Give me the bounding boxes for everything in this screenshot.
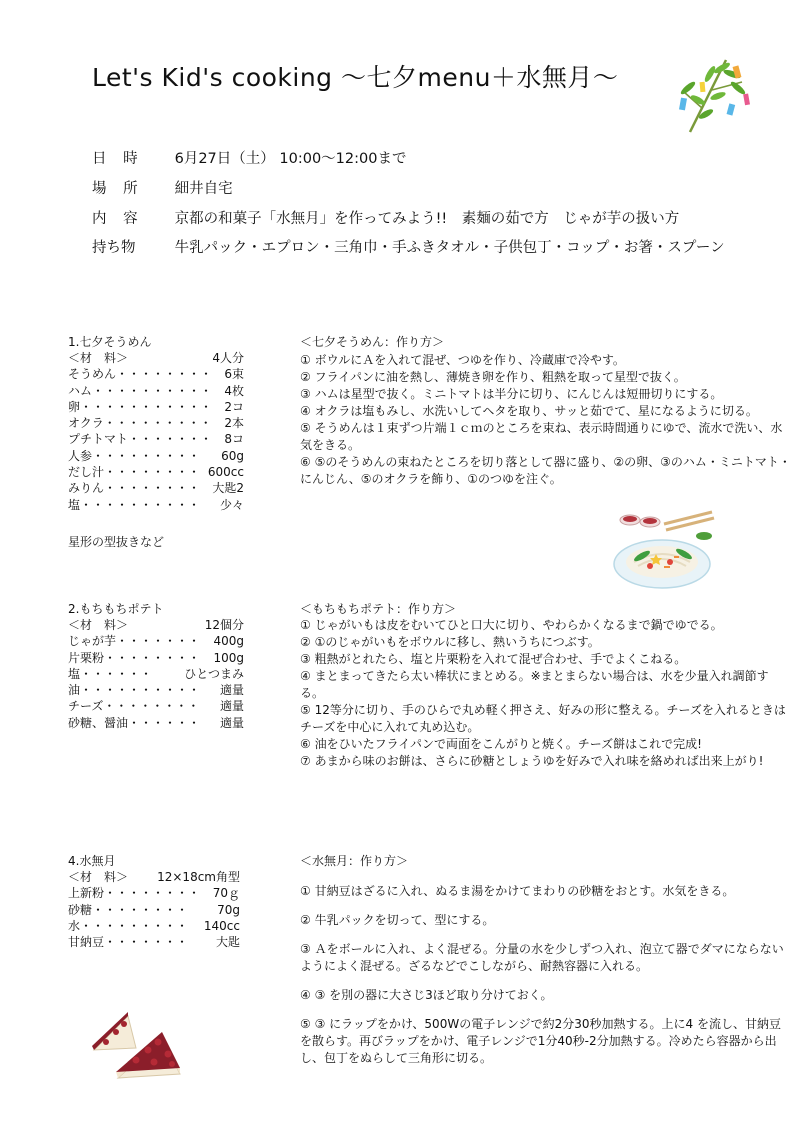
- step: ② ①のじゃがいもをボウルに移し、熱いうちにつぶす。: [300, 635, 600, 649]
- info-label: 日 時: [92, 151, 144, 167]
- step: ④ ③ を別の器に大さじ3ほど取り分けておく。: [300, 988, 553, 1002]
- step: ④ まとまってきたら太い棒状にまとめる。※まとまらない場合は、水を少量入れ調節する。: [300, 669, 769, 700]
- step: ① 甘納豆はざるに入れ、ぬるま湯をかけてまわりの砂糖をおとす。水気をきる。: [300, 884, 735, 898]
- steps-title-potato: ＜もちもちポテト：作り方＞: [300, 602, 457, 616]
- somen-dish-icon: [606, 506, 718, 592]
- step: ② フライパンに油を熱し、薄焼き卵を作り、粗熱を取って星型で抜く。: [300, 370, 686, 384]
- ingredient-row: プチトマト・・・・・・・ 8コ: [68, 432, 244, 447]
- info-value: 細井自宅: [174, 181, 233, 197]
- ingredient-row: ＜材 料＞ 4人分: [68, 351, 244, 365]
- section-title-minazuki: 4.水無月: [68, 854, 116, 868]
- section-title-somen: 1.七夕そうめん: [68, 335, 152, 349]
- ingredient-row: オクラ・・・・・・・・・ 2本: [68, 416, 244, 431]
- ingredient-row: みりん・・・・・・・・ 大匙2: [68, 481, 244, 496]
- ingredient-row: ハム・・・・・・・・・・ 4枚: [68, 383, 244, 398]
- info-label: 内 容: [92, 211, 144, 227]
- info-row-place: [92, 177, 233, 198]
- info-value: 6月27日（土） 10:00～12:00まで: [174, 151, 407, 167]
- info-value: 牛乳パック・エプロン・三角巾・手ふきタオル・子供包丁・コップ・お箸・スプーン: [174, 240, 725, 256]
- step: ⑤ そうめんは１束ずつ片端１ｃｍのところを束ね、表示時間通りにゆで、流水で洗い、水気をきる。: [300, 421, 783, 452]
- info-value: 京都の和菓子「水無月」を作ってみよう!! 素麺の茹で方 じゃが芋の扱い方: [174, 211, 680, 227]
- tanabata-bamboo-icon: [672, 52, 756, 136]
- step: ⑤ 12等分に切り、手のひらで丸め軽く押さえ、好みの形に整える。チーズを入れるときはチーズを中心に入れて丸め込む。: [300, 703, 786, 734]
- ingredient-row: チーズ・・・・・・・・ 適量: [68, 699, 244, 714]
- ingredient-list-potato: [68, 617, 244, 731]
- steps-title-minazuki: ＜水無月：作り方＞: [300, 854, 409, 868]
- ingredient-row: 砂糖・・・・・・・・ 70g: [68, 902, 240, 917]
- ingredient-row: 片栗粉・・・・・・・・ 100g: [68, 650, 244, 665]
- ingredient-row: 油・・・・・・・・・・ 適量: [68, 683, 244, 698]
- ingredient-row: 水・・・・・・・・・ 140cc: [68, 918, 240, 933]
- step: ① じゃがいもは皮をむいてひと口大に切り、やわらかくなるまで鍋でゆでる。: [300, 618, 723, 632]
- ingredient-list-minazuki: [68, 869, 240, 950]
- ingredient-row: ＜材 料＞ 12個分: [68, 618, 244, 632]
- steps-somen: [300, 352, 792, 488]
- ingredient-row: 塩・・・・・・ ひとつまみ: [68, 666, 244, 681]
- ingredient-row: 塩・・・・・・・・・・ 少々: [68, 497, 244, 512]
- step: ② 牛乳パックを切って、型にする。: [300, 913, 495, 927]
- step: ⑥ 油をひいたフライパンで両面をこんがりと焼く。チーズ餅はこれで完成!: [300, 737, 702, 751]
- page-title: Let's Kid's cooking ～七夕menu＋水無月～: [92, 63, 619, 92]
- info-label: 場 所: [92, 181, 144, 197]
- ingredient-list-somen: [68, 350, 244, 513]
- steps-potato: [300, 617, 792, 770]
- ingredient-row: そうめん・・・・・・・・ 6束: [68, 367, 244, 382]
- steps-title-somen: ＜七夕そうめん：作り方＞: [300, 335, 445, 349]
- ingredient-row: ＜材 料＞ 12×18cm角型: [68, 870, 240, 884]
- step: ⑤ ③ にラップをかけ、500Wの電子レンジで約2分30秒加熱する。上に4 を流し、甘納豆を散らす。再びラップをかけ、電子レンジで1分40秒-2分加熱する。冷めたら容器から出し、包丁をぬらして三角形に切る。: [300, 1017, 781, 1065]
- steps-minazuki: [300, 883, 792, 1079]
- step: ⑦ あまから味のお餅は、さらに砂糖としょうゆを好みで入れ味を絡めれば出来上がり!: [300, 754, 764, 768]
- ingredient-row: 甘納豆・・・・・・・ 大匙: [68, 935, 240, 950]
- step: ⑥ ⑤のそうめんの束ねたところを切り落として器に盛り、②の卵、③のハム・ミニトマト・にんじん、⑤のオクラを飾り、①のつゆを注ぐ。: [300, 455, 791, 486]
- step: ③ 粗熱がとれたら、塩と片栗粉を入れて混ぜ合わせ、手でよくこねる。: [300, 652, 687, 666]
- section-title-potato: 2.もちもちポテト: [68, 602, 164, 616]
- ingredient-row: 砂糖、醤油・・・・・・ 適量: [68, 715, 244, 730]
- step: ③ ハムは星型で抜く。ミニトマトは半分に切り、にんじんは短冊切りにする。: [300, 387, 723, 401]
- ingredient-row: じゃが芋・・・・・・・ 400g: [68, 634, 244, 649]
- ingredient-row: 卵・・・・・・・・・・・ 2コ: [68, 399, 244, 414]
- ingredient-note: 星形の型抜きなど: [68, 535, 165, 549]
- info-row-date: [92, 147, 406, 168]
- info-label: 持ち物: [92, 240, 136, 256]
- step: ③ Ａをボールに入れ、よく混ぜる。分量の水を少しずつ入れ、泡立て器でダマにならないようによく混ぜる。ざるなどでこしながら、耐熱容器に入れる。: [300, 942, 784, 973]
- step: ① ボウルにＡを入れて混ぜ、つゆを作り、冷蔵庫で冷やす。: [300, 353, 625, 367]
- ingredient-row: 人参・・・・・・・・・ 60g: [68, 448, 244, 463]
- ingredient-row: 上新粉・・・・・・・・ 70ｇ: [68, 886, 240, 901]
- ingredient-row: だし汁・・・・・・・・ 600cc: [68, 465, 244, 480]
- info-row-belongings: [92, 236, 725, 257]
- info-row-content: [92, 207, 679, 228]
- step: ④ オクラは塩もみし、水洗いしてヘタを取り、サッと茹でて、星になるように切る。: [300, 404, 758, 418]
- minazuki-sweet-icon: [88, 1008, 186, 1086]
